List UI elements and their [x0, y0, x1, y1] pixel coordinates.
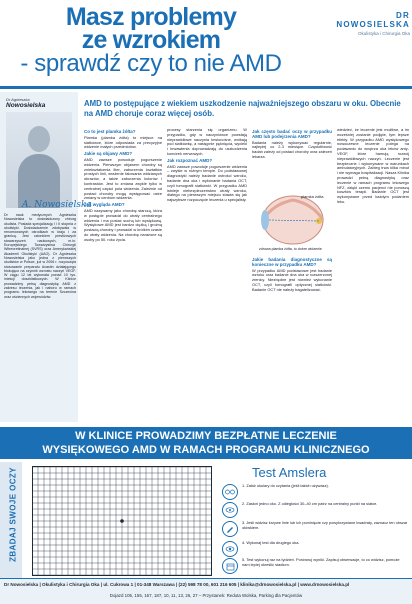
calendar-icon — [222, 558, 238, 574]
footer-directions: Dojazd 105, 155, 167, 187, 10, 11, 13, 26, 27 – Przystanek: Reduta Wolska, Parking dla Pacjentów — [109, 593, 303, 598]
brand-name: DR NOWOSIELSKA — [336, 11, 410, 29]
amsler-step — [222, 502, 408, 518]
glasses-icon — [222, 484, 238, 500]
answer-text: procesy starzenia się organizmu. W przypadku, gdy w naczyniówce powstają nieprawidłowe naczynia krwionośne, wnikają pod siatkówkę, a następnie pęknięcia, wycieki i krwawienia doprowadzają do uszkodzenia komórek nerwowych. — [167, 127, 247, 156]
answer-text: AMD nazywamy jako chorobę starczą, która w postępie prowadzi do utraty centralnego widzenia i ma postać suchą lub wysiękową. Wysiękowe AMD jest bardzo ciężką i groźną postacią choroby i prowadzi w krótkim czasie do utraty widzenia. Na chorobę narażone są osoby po 50. roku życia. — [84, 207, 162, 242]
eye-icon — [222, 541, 238, 557]
eye-label-macula: plamka żółta — [301, 194, 324, 199]
page-headline — [6, 3, 296, 77]
author-last-name: Nowosielska — [6, 102, 46, 109]
banner-line-1: W KLINICE PROWADZIMY BEZPŁATNE LECZENIE — [75, 430, 337, 442]
headline-line-3: - sprawdź czy to nie AMD — [20, 50, 282, 77]
brand-subtitle: Okulistyka i Chirurgia Oka — [357, 31, 410, 36]
amsler-step — [222, 521, 408, 537]
amsler-step — [222, 484, 408, 500]
answer-text: Plamka (plamka żółta) to miejsce na siatkówce, które odpowiada za precyzyjne widzenie małych przedmiotów. — [84, 134, 162, 150]
brand-logo — [322, 11, 410, 36]
question-heading: Jak rozpoznać AMD? — [167, 157, 213, 163]
footer-contact: Dr Nowosielska | Okulistyka i Chirurgia Oka | ul. Cukrowa 1 | 01-348 Warszawa | (22) 598 78 00, 601 216 605 | klinika@drnowosielska.pl | www.drnowosielska.pl — [4, 582, 350, 587]
eyeball-shape — [263, 196, 323, 244]
eye-cover-icon — [222, 502, 238, 518]
lens-shape — [261, 210, 269, 230]
amsler-center-dot — [120, 519, 124, 523]
amsler-step-text: 2. Zasłoń jedno oko. Z odległości 30–40 cm patrz na centralny punkt na siatce. — [242, 501, 378, 506]
amsler-step-text: 3. Jeśli widzisz krzywe linie lub ich pominięcie czy powykrzywiane kwadraty, zaznacz ten obszar ołówkiem. — [242, 520, 408, 530]
amsler-step-text: 5. Test wykonuj raz na tydzień. Porównuj wyniki. Zapisuj obserwacje, to co widzisz, pomoże nam lepiej określić stadium. — [242, 557, 400, 567]
amsler-step-text: 4. Wykonaj test dla drugiego oka. — [242, 540, 300, 545]
amsler-grid — [32, 466, 212, 576]
article-lede: AMD to postępujące z wiekiem uszkodzenie najważniejszego obszaru w oku. Obecnie na AMD choruje coraz więcej osób. — [84, 99, 401, 118]
author-bio: Dr nauk medycznych Agnieszka Nowosielska to doświadczony chirurg okulista. Posiada specjalizację I i II stopnia z okulistyki. Doświadczenie zdobywała w renomowanych ośrodkach w kraju i za granicą. Jest członkiem prestiżowych stowarzyszeń naukowych, m.in. Europejskiego Towarzystwa Chirurgii Witreoretinalnej (SVRS) oraz Amerykańskiej Akademii Okulistyki (AAO). Dr Agnieszka Nowosielska jako jedna z pierwszych okulistów w Polsce, już w 2006 r. rozpoczęła stosowanie preparatu Avastin działającego blokująco na czynnik wzrostu naczyń VEGF. W ciągu 12 lat wykonała ponad 10 tys. iniekcji doszklistkowych. W Klinice prowadzimy pełną diagnostykę AMD z zakresu leczenia, jak i naboru w ramach programu lekowego na terenie Szczecina oraz ościennych województw. — [4, 213, 76, 299]
article-column-4 — [337, 128, 409, 207]
amsler-step — [222, 541, 408, 557]
portrait-head — [28, 126, 50, 152]
eye-diagram — [253, 190, 335, 252]
clinic-banner — [0, 427, 412, 459]
pencil-icon — [222, 521, 238, 537]
author-portrait — [6, 112, 72, 208]
author-signature: A. Nowosielska — [22, 200, 92, 210]
amsler-step-text: 1. Załóż okulary do czytania (jeśli takich używasz). — [242, 483, 329, 488]
answer-text: wiedzieć, że leczenie jest możliwe, a im wcześniej zostanie podjęte, tym lepsze efekty. W przypadku AMD wysiękowego nowoczesne leczenie polega na podawaniu do wnętrza oka leków anty-VEGF, które hamują rozwój nieprawidłowych naczyń. Leczenie jest bezpieczne i wykonywane w warunkach ambulatoryjnych. Zabieg trwa kilka minut i nie wymaga hospitalizacji. Nasza Klinika prowadzi pełną diagnostykę oraz leczenie w ramach programu lekowego NFZ, dzięki czemu pacjenci nie ponoszą kosztów terapii. Badanie OCT jest wykonywane przed każdym podaniem leku. — [337, 127, 409, 204]
amsler-step — [222, 558, 408, 574]
amsler-side-label: ZBADAJ SWOJE OCZY — [8, 467, 18, 562]
question-heading: Jak wygląda AMD? — [84, 202, 125, 208]
article-column-3 — [252, 128, 332, 162]
article-column-2 — [167, 128, 247, 205]
answer-text: AMD zawsze powoduje pogorszenie widzenia. Pierwszym objawem choroby są zniekształcenia liter, zaburzenia kształtów prostych linii, wrażenie falowania widzianych obrazów, a także zaburzenia kolorów i kontrastów. Jest to zmiana zwykle tylko w centralnej części pola widzenia. Zależnie od postaci choroby mogą występować ostre zmiany w centrum widzenia. — [84, 156, 162, 201]
eye-label-healthy: zdrowa plamka żółta, to dobre widzenie — [259, 247, 322, 251]
answer-text: Badania należy wykonywać regularnie, najlepiej co 2-3 miesiące. Częstotliwość badań zależy od postaci choroby oraz zaleceń lekarza. — [252, 139, 332, 159]
question-heading: Co to jest plamka żółta? — [84, 129, 136, 134]
article-column-3b — [252, 256, 332, 295]
question-heading: Jak często badać oczy w przypadku AMD lub podejrzenia AMD? — [252, 129, 332, 139]
headline-line-1: Masz problemy — [65, 3, 237, 31]
top-divider — [0, 86, 412, 89]
question-heading: Jakie są objawy AMD? — [84, 151, 133, 157]
author-first-name: Dr Agnieszka — [6, 97, 30, 102]
banner-line-2: WYSIĘKOWEGO AMD W RAMACH PROGRAMU KLINICZNEGO — [42, 444, 370, 456]
amsler-title: Test Amslera — [252, 465, 327, 480]
article-column-1 — [84, 128, 162, 245]
headline-line-2: ze wzrokiem — [81, 26, 221, 54]
question-heading: Jakie badania diagnostyczne są konieczne w przypadku AMD? — [252, 257, 332, 267]
answer-text: AMD zawsze powoduje pogorszenie widzenia – zwykle w różnym tempie. Do podstawowej diagnostyki należy badanie ostrości wzroku, badanie dna oka i wykonanie badania OCT, czyli tomografii siatkówki. W przypadku AMD istnieje niebezpieczeństwo utraty wzroku, dlatego na pierwszym miejscu stawia się jak najszybsze rozpoczęcie leczenia u specjalisty. — [167, 163, 247, 203]
answer-text: W przypadku AMD podstawowe jest badanie wzroku oraz badanie dna oka w rozszerzonej źrenicy. Niezbędne jest również wykonanie OCT, czyli tomografii optycznej siatkówki. Badanie OCT nie należy bagatelizować. — [252, 267, 332, 292]
